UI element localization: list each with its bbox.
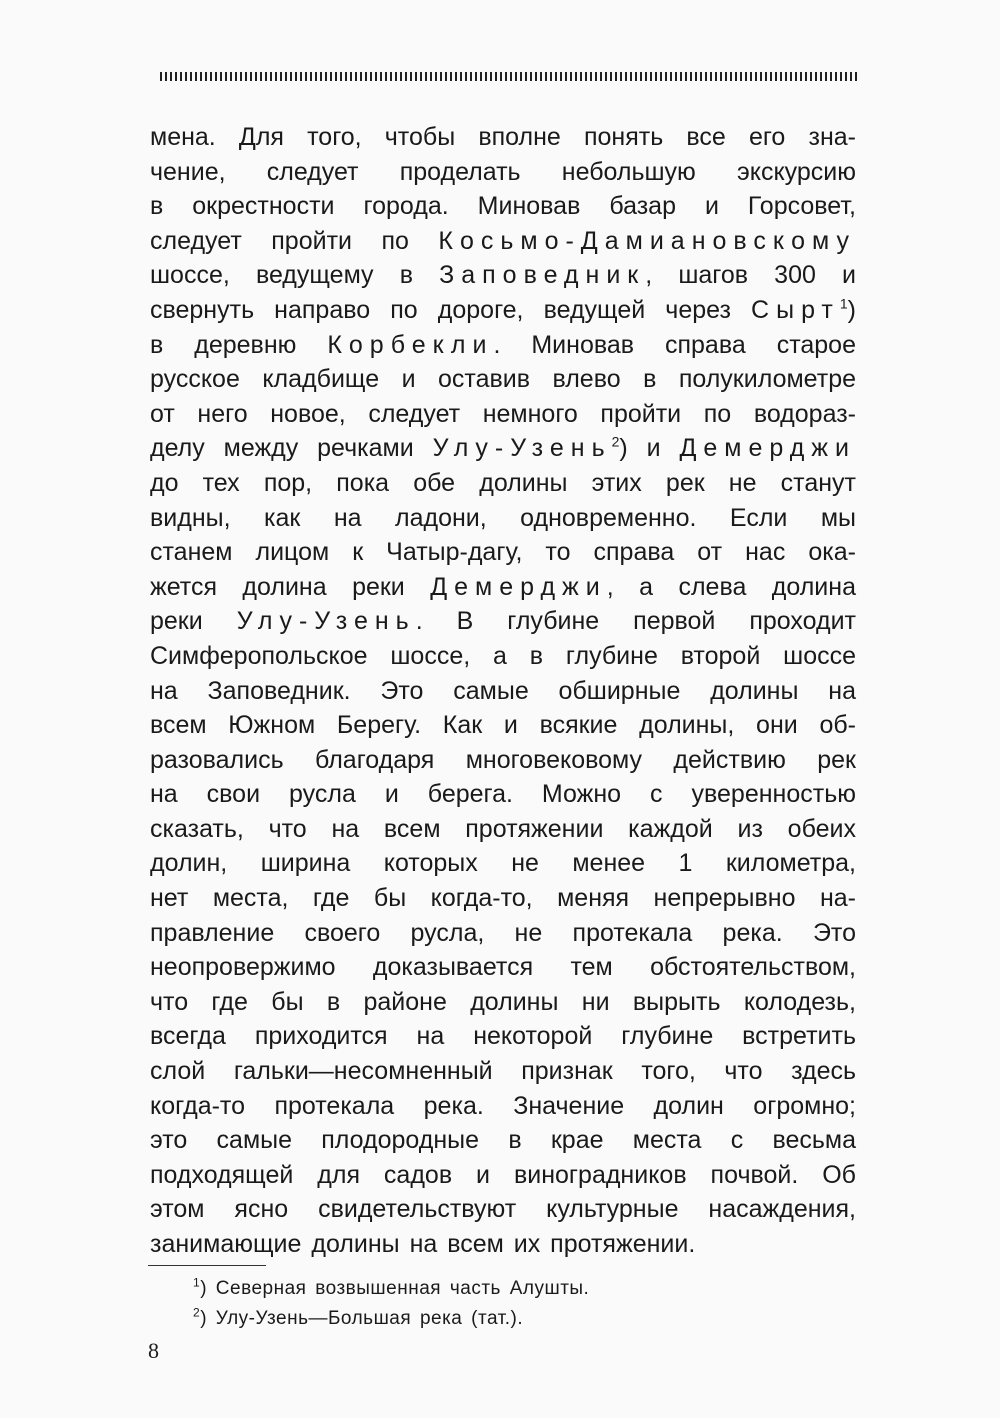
text-segment: следует пройти по <box>150 226 439 255</box>
text-line <box>150 604 856 639</box>
text-line <box>150 1227 856 1262</box>
text-segment: от него новое, следует немного пройти по водораз- <box>150 399 856 428</box>
text-segment: Симферопольское шоссе, а в глубине второй шоссе <box>150 641 856 670</box>
text-segment: ) <box>847 295 856 324</box>
text-segment: сказать, что на всем протяжении каждой из обеих <box>150 814 856 843</box>
text-segment: , шагов 300 и <box>645 261 856 290</box>
text-line <box>150 570 856 605</box>
spaced-name: Улу-Узень <box>432 434 612 463</box>
text-line <box>150 535 856 570</box>
text-line <box>150 362 856 397</box>
text-segment: реки <box>150 607 237 636</box>
text-line <box>150 777 856 812</box>
text-line <box>150 1123 856 1158</box>
text-segment: ) и <box>619 434 680 463</box>
text-line <box>150 501 856 536</box>
text-segment: свернуть направо по дороге, ведущей через <box>150 295 752 324</box>
text-line <box>150 743 856 778</box>
spaced-name: Демерджи <box>430 572 607 601</box>
text-segment: чение, следует проделать небольшую экскурсию <box>150 157 856 186</box>
text-segment: нет места, где бы когда-то, меняя непрерывно на- <box>150 884 856 913</box>
text-line <box>150 1158 856 1193</box>
text-segment: подходящей для садов и виноградников почвой. Об <box>150 1160 856 1189</box>
spaced-name: Сырт <box>751 295 840 324</box>
text-segment: этом ясно свидетельствуют культурные насаждения, <box>150 1195 856 1224</box>
text-segment: правление своего русла, не протекала река. Это <box>150 918 856 947</box>
text-line <box>150 397 856 432</box>
text-line <box>150 1089 856 1124</box>
text-segment: всем Южном Берегу. Как и всякие долины, они об- <box>150 711 856 740</box>
text-segment: . В глубине первой проходит <box>415 607 856 636</box>
footnote-1 <box>193 1274 589 1304</box>
text-segment: слой гальки—несомненный признак того, что здесь <box>150 1057 856 1086</box>
text-segment: до тех пор, пока обе долины этих рек не станут <box>150 468 856 497</box>
spaced-name: Косьмо-Дамиановскому <box>438 226 856 255</box>
spaced-name: Демерджи <box>679 434 856 463</box>
body-text <box>150 120 856 1262</box>
text-line <box>150 708 856 743</box>
text-segment: долин, ширина которых не менее 1 километра, <box>150 849 856 878</box>
text-line <box>150 1019 856 1054</box>
spaced-name: Заповедник <box>439 261 646 290</box>
text-segment: на свои русла и берега. Можно с уверенностью <box>150 780 856 809</box>
text-line <box>150 812 856 847</box>
text-line <box>150 1192 856 1227</box>
text-line <box>150 846 856 881</box>
text-line <box>150 916 856 951</box>
text-segment: это самые плодородные в крае места с весьма <box>150 1126 856 1155</box>
text-segment: разовались благодаря многовековому действию рек <box>150 745 856 774</box>
page-number: 8 <box>148 1338 159 1363</box>
text-line <box>150 431 856 466</box>
text-line <box>150 881 856 916</box>
text-segment: занимающие долины на всем их протяжении. <box>150 1230 696 1258</box>
footnote-ref: 1 <box>839 295 848 312</box>
text-segment: в деревню <box>150 330 328 359</box>
text-segment: жется долина реки <box>150 572 431 601</box>
footnote-text: ) Улу-Узень—Большая река (тат.). <box>200 1308 524 1329</box>
text-line <box>150 466 856 501</box>
text-line <box>150 328 856 363</box>
text-line <box>150 224 856 259</box>
text-line <box>150 258 856 293</box>
text-segment: на Заповедник. Это самые обширные долины на <box>150 676 856 705</box>
footnote-mark: 1 <box>193 1275 201 1290</box>
text-line <box>150 950 856 985</box>
text-segment: в окрестности города. Миновав базар и Горсовет, <box>150 192 856 221</box>
text-line <box>150 985 856 1020</box>
text-segment: мена. Для того, чтобы вполне понять все его зна- <box>150 123 856 151</box>
text-segment: делу между речками <box>150 434 433 463</box>
text-segment: станем лицом к Чатыр-дагу, то справа от нас ока- <box>150 538 856 567</box>
footnotes <box>193 1274 589 1334</box>
text-segment: . Миновав справа старое <box>493 330 856 359</box>
footnote-divider <box>148 1265 266 1266</box>
text-line <box>150 120 856 155</box>
text-segment: что где бы в районе долины ни вырыть колодезь, <box>150 987 856 1016</box>
spaced-name: Корбекли <box>327 330 494 359</box>
footnote-2 <box>193 1304 589 1334</box>
text-segment: русское кладбище и оставив влево в полукилометре <box>150 365 856 394</box>
footnote-ref: 2 <box>611 434 620 451</box>
footnote-text: ) Северная возвышенная часть Алушты. <box>200 1278 590 1299</box>
text-segment: видны, как на ладони, одновременно. Если мы <box>150 503 856 532</box>
text-segment: шоссе, ведущему в <box>150 261 440 290</box>
text-segment: всегда приходится на некоторой глубине встретить <box>150 1022 856 1051</box>
text-segment: неопровержимо доказывается тем обстоятельством, <box>150 953 856 982</box>
text-line <box>150 639 856 674</box>
spaced-name: Улу-Узень <box>236 607 416 636</box>
text-line <box>150 674 856 709</box>
text-line <box>150 293 856 328</box>
footnote-mark: 2 <box>193 1305 201 1320</box>
decorative-top-rule <box>160 72 860 81</box>
text-segment: , а слева долина <box>606 572 856 601</box>
text-segment: когда-то протекала река. Значение долин огромно; <box>150 1091 856 1120</box>
text-line <box>150 189 856 224</box>
text-line <box>150 155 856 190</box>
text-line <box>150 1054 856 1089</box>
